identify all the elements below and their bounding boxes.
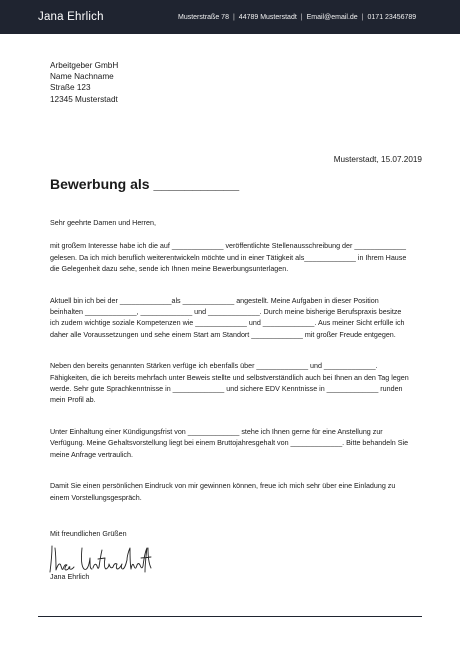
signer-name: Jana Ehrlich	[50, 573, 90, 581]
sender-city: 44789 Musterstadt	[238, 14, 297, 21]
body-paragraph: Neben den bereits genannten Stärken verfüge ich ebenfalls über _____________ und _____________. Fähigkeiten, die ich bereits mehrfach unter Beweis stellte und selbstverständlich auch bei Ihnen an den Tag legen werde. Sehr gute Sprachkenntnisse in _____________ und sichere EDV Kenntnisse in _____________ runden mein Profil ab.	[50, 362, 409, 405]
letter-body	[50, 218, 412, 525]
recipient-city: 12345 Musterstadt	[50, 94, 118, 104]
recipient-street: Straße 123	[50, 83, 91, 93]
letter-subject: Bewerbung als ___________	[50, 176, 240, 192]
sender-phone: 0171 23456789	[367, 14, 417, 21]
sender-name: Jana Ehrlich	[38, 11, 104, 23]
sender-street: Musterstraße 78	[178, 14, 229, 21]
letterhead-bar	[0, 0, 460, 34]
body-paragraph: mit großem Interesse habe ich die auf _____________ veröffentlichte Stellenausschreibung der _____________ gelesen. Da ich mich beruflich weiterentwickeln möchte und in einer Tätigkeit als_____________ in Ihrem Hause die Gelegenheit dazu sehe, sende ich Ihnen meine Bewerbungsunterlagen.	[50, 242, 407, 273]
sender-contact-line	[178, 14, 416, 21]
sender-email: Email@email.de	[306, 14, 358, 21]
letter-date: Musterstadt, 15.07.2019	[333, 155, 422, 164]
closing-phrase: Mit freundlichen Grüßen	[50, 530, 127, 538]
body-paragraph: Unter Einhaltung einer Kündigungsfrist von _____________ stehe ich Ihnen gerne für eine Anstellung zur Verfügung. Meine Gehaltsvorstellung liegt bei einem Bruttojahresgehalt von _____________. Bitte behandeln Sie meine Anfrage vertraulich.	[50, 428, 409, 459]
salutation: Sehr geehrte Damen und Herren,	[50, 219, 156, 227]
separator: |	[232, 14, 235, 21]
body-paragraph: Damit Sie einen persönlichen Eindruck von mir gewinnen können, freue ich mich sehr über eine Einladung zu einem Vorstellungsgespräch.	[50, 482, 396, 502]
handwritten-signature	[48, 542, 158, 576]
separator: |	[361, 14, 364, 21]
recipient-company: Arbeitgeber GmbH	[50, 61, 119, 70]
recipient-person: Name Nachname	[50, 72, 114, 82]
separator: |	[300, 14, 303, 21]
footer-divider	[38, 616, 422, 617]
recipient-address	[50, 60, 118, 105]
body-paragraph: Aktuell bin ich bei der _____________als _____________ angestellt. Meine Aufgaben in dieser Position beinhalten _____________, _____________ und _____________. Durch meine bisherige Berufspraxis besitze ich zudem wichtige soziale Kompetenzen wie _____________ und _____________. Aus meiner Sicht erfülle ich daher alle Voraussetzungen und sehe einem Start am Standort _____________ mit großer Freude entgegen.	[50, 296, 405, 339]
